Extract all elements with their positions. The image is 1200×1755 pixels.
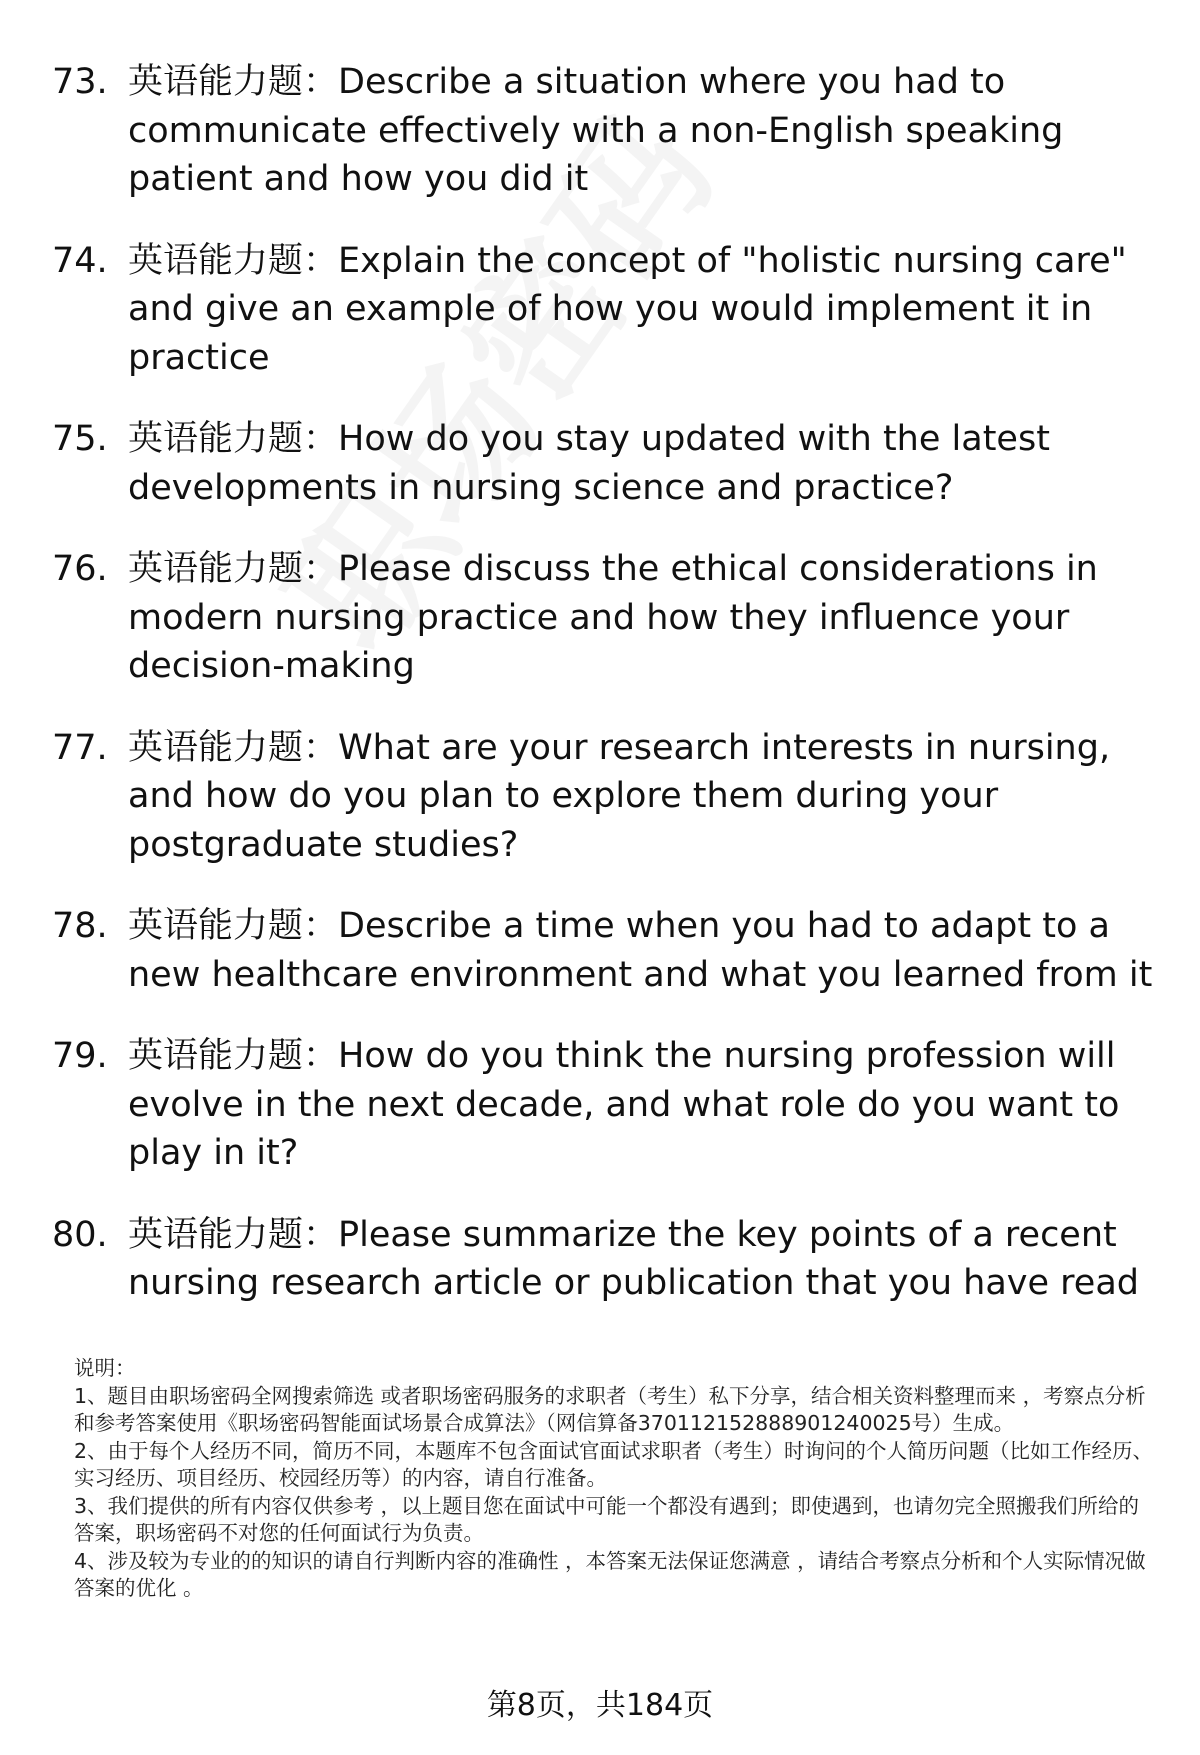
question-item (52, 1211, 1162, 1308)
question-number: 77. (52, 727, 108, 768)
question-number: 80. (52, 1214, 108, 1255)
note-item: 1、题目由职场密码全网搜索筛选 或者职场密码服务的求职者（考生）私下分享，结合相关资料整理而来 ，考察点分析和参考答案使用《职场密码智能面试场景合成算法》（网信算备370112152888901240025号）生成。 (74, 1383, 1146, 1435)
question-text: 英语能力题：Please discuss the ethical considerations in modern nursing practice and how they influence your decision-making (128, 549, 1098, 686)
question-number: 78. (52, 906, 108, 946)
question-item (52, 724, 1162, 870)
question-number: 79. (52, 1036, 108, 1076)
question-text: 英语能力题：How do you think the nursing profession will evolve in the next decade, and what role do you want to play in it? (128, 1036, 1120, 1173)
question-item (52, 237, 1162, 383)
question-text: 英语能力题：How do you stay updated with the latest developments in nursing science and practice? (128, 419, 1050, 508)
question-number: 73. (52, 62, 108, 102)
note-item: 4、涉及较为专业的的知识的请自行判断内容的准确性 ，本答案无法保证您满意 ，请结合考察点分析和个人实际情况做答案的优化 。 (74, 1548, 1146, 1600)
question-text: 英语能力题：Describe a situation where you had to communicate effectively with a non-English speaking patient and how you did it (128, 62, 1064, 199)
question-item (52, 58, 1162, 204)
notes-section (74, 1355, 1154, 1603)
question-text: 英语能力题：What are your research interests in nursing, and how do you plan to explore them during your postgraduate studies? (128, 727, 1111, 865)
question-item (52, 415, 1162, 512)
question-text: 英语能力题：Please summarize the key points of a recent nursing research article or publication that you have read (128, 1214, 1140, 1303)
page-number-footer: 第8页，共184页 (486, 1688, 714, 1723)
question-number: 75. (52, 419, 108, 459)
note-item: 3、我们提供的所有内容仅供参考 ，以上题目您在面试中可能一个都没有遇到；即使遇到，也请勿完全照搬我们所给的答案，职场密码不对您的任何面试行为负责。 (74, 1493, 1140, 1545)
question-list (52, 58, 1162, 1341)
question-number: 76. (52, 549, 108, 589)
note-item: 2、由于每个人经历不同，简历不同，本题库不包含面试官面试求职者（考生）时询问的个人简历问题（比如工作经历、实习经历、项目经历、校园经历等）的内容，请自行准备。 (74, 1438, 1154, 1490)
question-number: 74. (52, 240, 108, 281)
question-item (52, 1032, 1162, 1178)
notes-heading: 说明： (74, 1356, 136, 1380)
question-item (52, 545, 1162, 691)
question-item (52, 902, 1162, 999)
question-text: 英语能力题：Describe a time when you had to adapt to a new healthcare environment and what you learned from it (128, 906, 1153, 995)
question-text: 英语能力题：Explain the concept of "holistic nursing care" and give an example of how you would implement it in practice (128, 240, 1127, 378)
